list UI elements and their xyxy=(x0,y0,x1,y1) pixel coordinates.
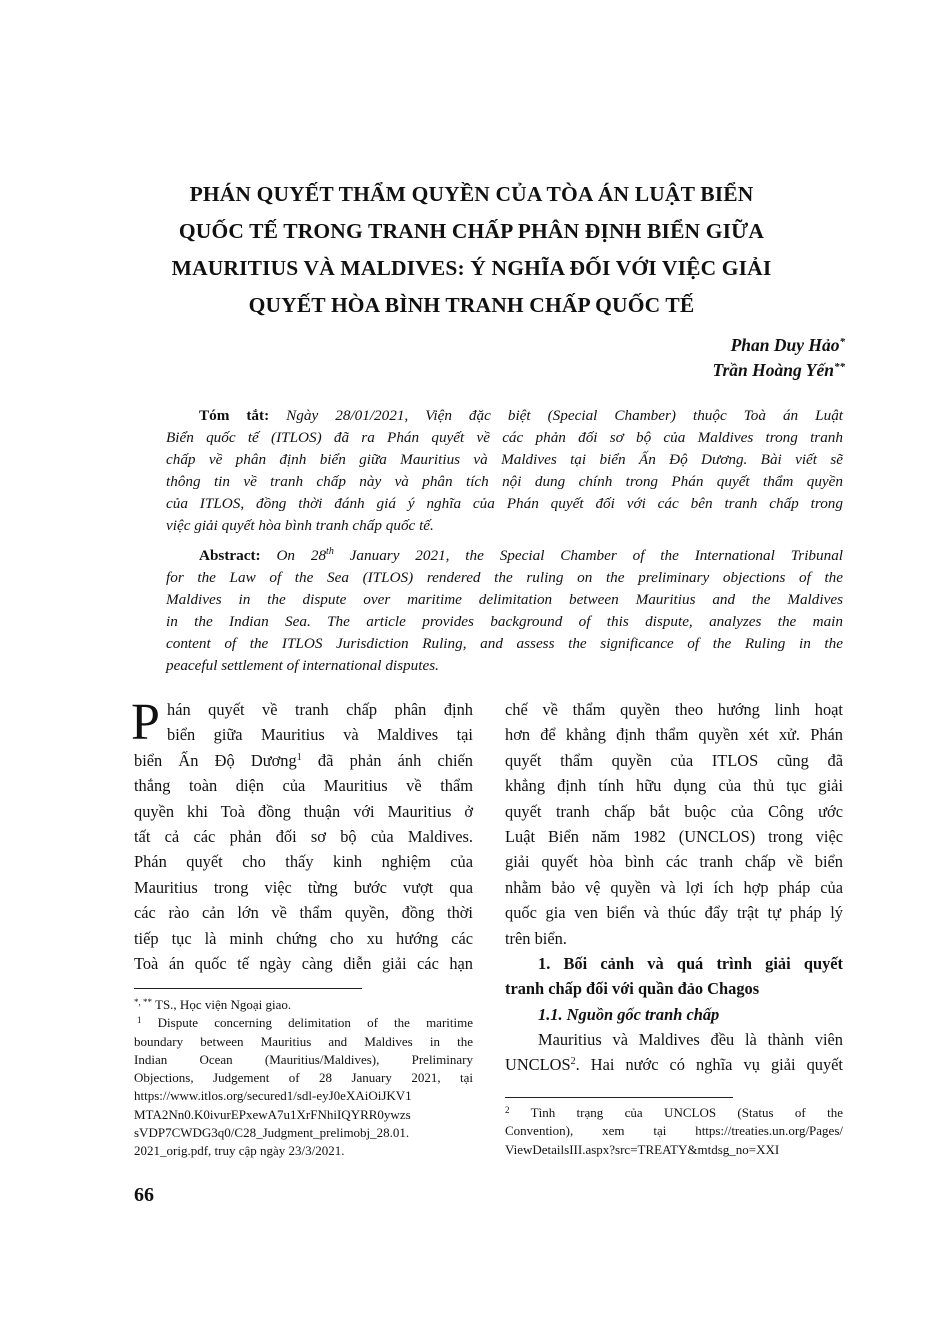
footnote-link[interactable]: Convention), xem tại https://treaties.un.org/Pages/ xyxy=(505,1123,843,1139)
title-line: PHÁN QUYẾT THẨM QUYỀN CỦA TÒA ÁN LUẬT BIỂN xyxy=(189,182,754,206)
abstract-label: Abstract: xyxy=(199,547,261,564)
footnote-link[interactable]: sVDP7CWDG3q0/C28_Judgment_prelimobj_28.01. xyxy=(134,1125,410,1141)
authors xyxy=(712,333,845,383)
footnote-divider xyxy=(505,1097,733,1098)
author: Trần Hoàng Yến** xyxy=(712,360,845,380)
page-number: 66 xyxy=(134,1184,154,1206)
footnote-link[interactable]: ViewDetailsIII.aspx?src=TREATY&mtdsg_no=XXI xyxy=(505,1141,780,1157)
footnote: $^1$ Dispute concerning delimitation of the maritime xyxy=(137,1015,473,1031)
subsection-heading: 1.1. Nguồn gốc tranh chấp xyxy=(538,1004,720,1024)
english-abstract: Abstract: On 28th January 2021, the Special Chamber of the International Tribunal for the Law of the Sea (ITLOS) rendered the ruling on the preliminary objections of the Maldives in the dispute over maritime delimitation between Mauritius and the Maldives in the Indian Sea. The article provides background of this dispute, analyzes the main content of the ITLOS Jurisdiction Ruling, and assess the significance of the Ruling in the peaceful settlement of international disputes. xyxy=(166,546,844,674)
footnotes-left: *, ** TS., Học viện Ngoại giao. $^1$ Dispute concerning delimitation of the maritime boundary between Mauritius and Maldives in the Indian Ocean (Mauritius/Maldives), Preliminary Objections, Judgement of 28 January 2021, tại https://www.itlos.org/secured1/sdl-eyJ0eXAiOiJKV1 MTA2Nn0.K0ivurEPxewA7u1XrFNhiIQYRR0ywzs sVDP7CWDG3q0/C28_Judgment_prelimobj_28.01. 2021_orig.pdf, truy cập ngày 23/3/2021. xyxy=(134,997,473,1159)
title-line: MAURITIUS VÀ MALDIVES: Ý NGHĨA ĐỐI VỚI VIỆC GIẢI xyxy=(171,256,772,280)
footnote: *, ** TS., Học viện Ngoại giao. xyxy=(134,997,292,1012)
vietnamese-abstract: Tóm tắt: Ngày 28/01/2021, Viện đặc biệt (Special Chamber) thuộc Toà án Luật Biển quốc tế (ITLOS) đã ra Phán quyết về các phản đối sơ bộ của Maldives trong tranh chấp về phân định biển giữa Mauritius và Maldives tại biển Ấn Độ Dương. Bài viết sẽ thông tin về tranh chấp này và phân tích nội dung chính trong Phán quyết thẩm quyền của ITLOS, đồng thời đánh giá ý nghĩa của Phán quyết đối với các bên tranh chấp trong việc giải quyết hòa bình tranh chấp quốc tế. xyxy=(166,407,844,534)
footnote-link[interactable]: MTA2Nn0.K0ivurEPxewA7u1XrFNhiIQYRR0ywzs xyxy=(134,1106,411,1122)
footnote: $^2$ Tình trạng của UNCLOS (Status of the xyxy=(505,1105,843,1120)
abstract-label: Tóm tắt: xyxy=(199,407,270,424)
author: Phan Duy Hảo* xyxy=(730,335,845,355)
section-heading: tranh chấp đối với quần đảo Chagos xyxy=(505,979,760,999)
footnotes-right xyxy=(505,1104,843,1159)
footnote-divider xyxy=(134,988,362,989)
title-line: QUỐC TẾ TRONG TRANH CHẤP PHÂN ĐỊNH BIỂN GIỮA xyxy=(178,219,765,243)
article-title xyxy=(120,176,823,324)
drop-cap: P xyxy=(131,694,160,751)
right-column: chế về thẩm quyền theo hướng linh hoạt hơn để khẳng định thẩm quyền xét xử. Phán quyết thẩm quyền của ITLOS cũng đã khẳng định tính hữu dụng của thủ tục giải quyết tranh chấp bắt buộc của Công ước Luật Biển năm 1982 (UNCLOS) trong việc giải quyết hòa bình các tranh chấp về biển nhằm bảo vệ quyền và lợi ích hợp pháp của quốc gia ven biển và thúc đẩy trật tự pháp lý trên biển. 1. Bối cảnh và quá trình giải quyết tranh chấp đối với quần đảo Chagos 1.1. Nguồn gốc tranh chấp Mauritius và Maldives đều là thành viên UNCLOS$^2$. Hai nước có nghĩa vụ giải quyết xyxy=(505,700,843,1075)
footnote-ref[interactable]: 1 xyxy=(296,751,302,763)
left-column: P hán quyết về tranh chấp phân định biển giữa Mauritius và Maldives tại biển Ấn Độ Dương$^1$ đã phản ánh chiến thắng toàn diện của Mauritius về thẩm quyền khi Toà đồng thuận với Mauritius ở tất cả các phản đối sơ bộ của Maldives. Phán quyết cho thấy kinh nghiệm của Mauritius trong việc từng bước vượt qua các rào cản lớn về thẩm quyền, đồng thời tiếp tục là minh chứng cho xu hướng các Toà án quốc tế ngày càng diễn giải các hạn xyxy=(131,694,473,973)
section-heading: 1. Bối cảnh và quá trình giải quyết xyxy=(538,953,843,973)
title-line: QUYẾT HÒA BÌNH TRANH CHẤP QUỐC TẾ xyxy=(248,293,695,317)
footnote-link[interactable]: https://www.itlos.org/secured1/sdl-eyJ0eXAiOiJKV1 xyxy=(134,1088,412,1104)
footnote-ref[interactable]: 2 xyxy=(570,1056,576,1068)
